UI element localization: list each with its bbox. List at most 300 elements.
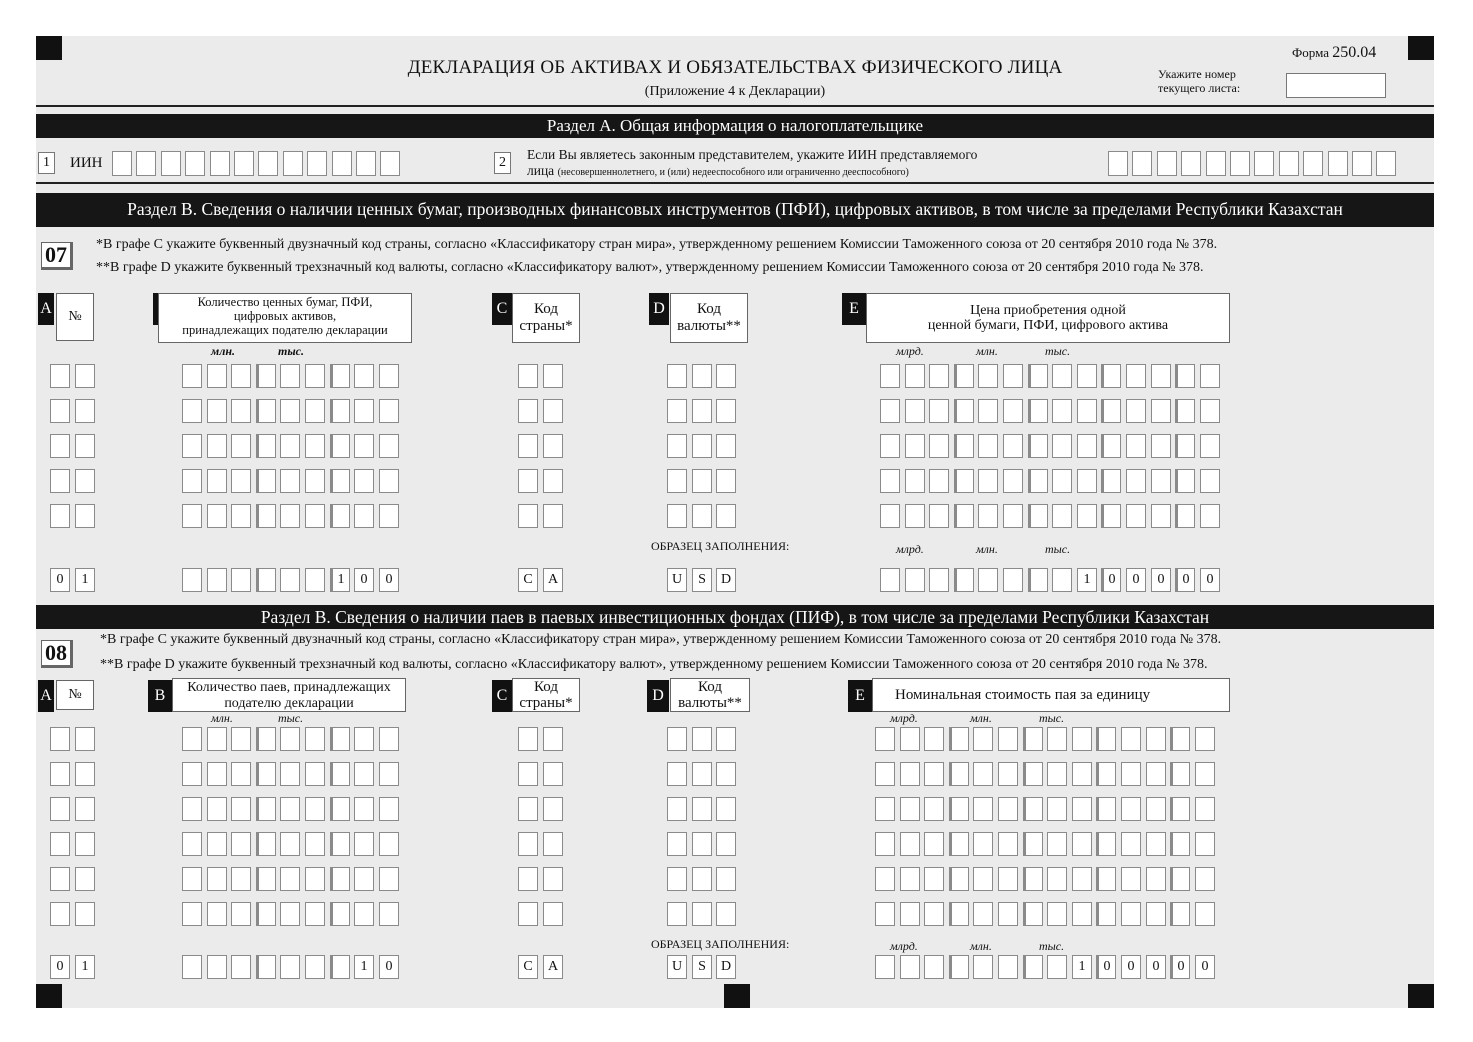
section-08-row-column-e-cell[interactable] [900,832,920,856]
iin-digit-cell[interactable] [356,151,376,176]
section-07-row-column-e-cell[interactable] [880,504,900,528]
iin-digit-cell[interactable] [332,151,352,176]
section-08-row-column-d-cell[interactable] [667,902,687,926]
section-07-sample-column-e-cell[interactable] [880,568,900,592]
iin-digit-cell[interactable] [283,151,303,176]
section-08-sample-column-d-cell[interactable]: D [716,955,736,979]
section-08-row-column-b-cell[interactable] [379,797,399,821]
section-08-row-column-b-cell[interactable] [379,727,399,751]
section-08-row-column-b-cell[interactable] [280,762,300,786]
section-08-row-column-e-cell[interactable] [924,727,944,751]
iin-digit-cell[interactable] [112,151,132,176]
section-07-row-column-c-cell[interactable] [543,469,563,493]
section-07-row-column-e-cell[interactable] [954,504,974,528]
iin-digit-cell[interactable] [161,151,181,176]
section-08-row-column-c-cell[interactable] [543,832,563,856]
section-07-row-column-e-cell[interactable] [954,469,974,493]
section-07-row-column-e-cell[interactable] [905,364,925,388]
section-08-row-column-c-cell[interactable] [518,832,538,856]
section-07-row-column-e-cell[interactable] [905,469,925,493]
section-08-row-column-b-cell[interactable] [330,797,350,821]
section-08-row-column-c-cell[interactable] [543,902,563,926]
section-07-row-column-d-cell[interactable] [716,504,736,528]
section-08-row-column-b-cell[interactable] [256,867,276,891]
section-08-row-column-e-cell[interactable] [1195,797,1215,821]
section-08-row-column-a-cell[interactable] [50,797,70,821]
section-07-row-column-a-cell[interactable] [50,364,70,388]
section-08-row-column-e-cell[interactable] [1096,762,1116,786]
section-08-row-column-e-cell[interactable] [1170,867,1190,891]
section-08-row-column-b-cell[interactable] [207,762,227,786]
section-07-sample-column-e-cell[interactable]: 0 [1175,568,1195,592]
section-08-row-column-e-cell[interactable] [1072,762,1092,786]
section-07-sample-column-e-cell[interactable] [929,568,949,592]
section-08-row-column-e-cell[interactable] [1195,832,1215,856]
section-07-row-column-b-cell[interactable] [256,364,276,388]
section-08-row-column-e-cell[interactable] [949,832,969,856]
section-08-sample-column-d-cell[interactable]: S [692,955,712,979]
section-07-row-column-b-cell[interactable] [305,364,325,388]
section-07-row-column-c-cell[interactable] [518,364,538,388]
iin-digit-cell[interactable] [210,151,230,176]
section-08-row-column-e-cell[interactable] [924,832,944,856]
section-07-row-column-b-cell[interactable] [256,504,276,528]
section-07-row-column-e-cell[interactable] [929,434,949,458]
section-07-row-column-e-cell[interactable] [1003,434,1023,458]
section-07-row-column-b-cell[interactable] [207,469,227,493]
section-08-row-column-d-cell[interactable] [716,902,736,926]
section-08-row-column-b-cell[interactable] [256,762,276,786]
section-07-row-column-d-cell[interactable] [716,364,736,388]
section-07-row-column-e-cell[interactable] [978,364,998,388]
section-07-row-column-b-cell[interactable] [330,504,350,528]
section-08-row-column-b-cell[interactable] [354,727,374,751]
section-07-sample-column-a-cell[interactable]: 0 [50,568,70,592]
section-08-row-column-d-cell[interactable] [692,762,712,786]
section-08-row-column-a-cell[interactable] [75,867,95,891]
section-07-row-column-e-cell[interactable] [1151,434,1171,458]
section-07-row-column-d-cell[interactable] [667,399,687,423]
section-07-row-column-e-cell[interactable] [1003,364,1023,388]
section-08-row-column-e-cell[interactable] [924,762,944,786]
section-08-row-column-e-cell[interactable] [1072,797,1092,821]
section-08-row-column-e-cell[interactable] [973,902,993,926]
section-08-row-column-e-cell[interactable] [1195,762,1215,786]
section-08-row-column-e-cell[interactable] [1170,832,1190,856]
section-07-sample-column-e-cell[interactable]: 0 [1151,568,1171,592]
section-08-row-column-b-cell[interactable] [207,797,227,821]
section-08-row-column-b-cell[interactable] [182,832,202,856]
section-07-row-column-e-cell[interactable] [1028,399,1048,423]
section-07-row-column-e-cell[interactable] [929,504,949,528]
section-08-row-column-e-cell[interactable] [949,762,969,786]
section-08-row-column-e-cell[interactable] [1023,832,1043,856]
section-08-row-column-c-cell[interactable] [543,797,563,821]
section-08-sample-column-e-cell[interactable]: 0 [1096,955,1116,979]
section-07-row-column-d-cell[interactable] [692,434,712,458]
section-08-row-column-b-cell[interactable] [280,832,300,856]
section-07-sample-column-b-cell[interactable]: 0 [354,568,374,592]
section-07-row-column-e-cell[interactable] [1101,364,1121,388]
section-08-row-column-b-cell[interactable] [182,902,202,926]
section-07-row-column-e-cell[interactable] [978,469,998,493]
section-07-sample-column-e-cell[interactable] [1052,568,1072,592]
section-07-row-column-e-cell[interactable] [1028,434,1048,458]
section-07-row-column-b-cell[interactable] [280,504,300,528]
section-07-sample-column-a-cell[interactable]: 1 [75,568,95,592]
section-08-row-column-b-cell[interactable] [256,727,276,751]
section-07-row-column-d-cell[interactable] [667,504,687,528]
section-07-sample-column-e-cell[interactable]: 1 [1077,568,1097,592]
section-08-sample-column-a-cell[interactable]: 0 [50,955,70,979]
section-08-row-column-b-cell[interactable] [256,832,276,856]
iin-digit-cell[interactable] [1352,151,1372,176]
section-07-sample-column-b-cell[interactable]: 1 [330,568,350,592]
section-07-row-column-e-cell[interactable] [978,504,998,528]
section-08-row-column-b-cell[interactable] [231,762,251,786]
section-08-sample-column-b-cell[interactable] [231,955,251,979]
section-07-row-column-e-cell[interactable] [905,434,925,458]
section-08-row-column-e-cell[interactable] [1072,832,1092,856]
section-07-row-column-b-cell[interactable] [280,434,300,458]
section-08-row-column-e-cell[interactable] [973,762,993,786]
section-07-row-column-e-cell[interactable] [880,399,900,423]
section-08-row-column-e-cell[interactable] [1170,902,1190,926]
section-07-row-column-c-cell[interactable] [543,399,563,423]
section-08-row-column-b-cell[interactable] [330,902,350,926]
section-08-row-column-e-cell[interactable] [1047,832,1067,856]
section-07-row-column-b-cell[interactable] [182,364,202,388]
section-07-row-column-e-cell[interactable] [954,364,974,388]
section-07-row-column-b-cell[interactable] [354,469,374,493]
section-08-row-column-b-cell[interactable] [280,727,300,751]
section-08-row-column-b-cell[interactable] [354,832,374,856]
section-07-row-column-e-cell[interactable] [1077,399,1097,423]
section-08-row-column-b-cell[interactable] [305,762,325,786]
section-07-row-column-c-cell[interactable] [518,434,538,458]
section-08-row-column-d-cell[interactable] [716,727,736,751]
section-08-row-column-e-cell[interactable] [1195,727,1215,751]
section-07-row-column-e-cell[interactable] [1126,504,1146,528]
section-07-row-column-b-cell[interactable] [305,399,325,423]
section-08-row-column-e-cell[interactable] [1146,832,1166,856]
section-07-row-column-e-cell[interactable] [1175,434,1195,458]
section-08-row-column-a-cell[interactable] [50,867,70,891]
section-07-row-column-e-cell[interactable] [1052,504,1072,528]
section-08-row-column-e-cell[interactable] [1170,762,1190,786]
section-08-row-column-e-cell[interactable] [1121,902,1141,926]
section-07-row-column-c-cell[interactable] [518,469,538,493]
section-07-sample-column-b-cell[interactable] [231,568,251,592]
iin-digit-cell[interactable] [1303,151,1323,176]
section-08-sample-column-e-cell[interactable]: 0 [1146,955,1166,979]
section-08-row-column-b-cell[interactable] [330,762,350,786]
section-08-row-column-d-cell[interactable] [716,762,736,786]
section-08-row-column-d-cell[interactable] [667,727,687,751]
section-07-row-column-a-cell[interactable] [75,399,95,423]
section-08-row-column-b-cell[interactable] [207,902,227,926]
section-08-row-column-e-cell[interactable] [998,902,1018,926]
iin-digit-cell[interactable] [1132,151,1152,176]
section-07-row-column-e-cell[interactable] [1200,504,1220,528]
section-08-sample-column-c-cell[interactable]: C [518,955,538,979]
section-07-row-column-e-cell[interactable] [1175,399,1195,423]
section-07-row-column-a-cell[interactable] [75,469,95,493]
section-08-sample-column-e-cell[interactable]: 1 [1072,955,1092,979]
section-08-row-column-e-cell[interactable] [973,832,993,856]
section-08-row-column-e-cell[interactable] [875,902,895,926]
section-08-row-column-b-cell[interactable] [330,727,350,751]
section-08-row-column-e-cell[interactable] [1047,797,1067,821]
section-07-row-column-e-cell[interactable] [1101,504,1121,528]
section-08-row-column-e-cell[interactable] [1047,867,1067,891]
section-07-row-column-b-cell[interactable] [330,434,350,458]
section-08-row-column-e-cell[interactable] [1121,762,1141,786]
section-08-row-column-c-cell[interactable] [518,727,538,751]
iin-digit-cell[interactable] [1376,151,1396,176]
section-08-row-column-e-cell[interactable] [1146,727,1166,751]
section-08-row-column-b-cell[interactable] [354,902,374,926]
section-07-row-column-e-cell[interactable] [978,399,998,423]
section-08-row-column-b-cell[interactable] [231,797,251,821]
section-08-row-column-b-cell[interactable] [354,867,374,891]
section-08-row-column-e-cell[interactable] [1072,902,1092,926]
section-07-row-column-e-cell[interactable] [1151,399,1171,423]
section-08-row-column-e-cell[interactable] [949,727,969,751]
section-08-row-column-c-cell[interactable] [518,902,538,926]
section-08-row-column-d-cell[interactable] [667,762,687,786]
section-08-row-column-b-cell[interactable] [207,832,227,856]
section-07-row-column-c-cell[interactable] [543,364,563,388]
section-07-row-column-e-cell[interactable] [1003,504,1023,528]
section-07-row-column-e-cell[interactable] [880,469,900,493]
section-08-row-column-d-cell[interactable] [692,727,712,751]
section-08-sample-column-e-cell[interactable] [1047,955,1067,979]
section-08-row-column-b-cell[interactable] [231,902,251,926]
section-07-row-column-e-cell[interactable] [954,434,974,458]
section-07-row-column-b-cell[interactable] [231,504,251,528]
section-08-row-column-e-cell[interactable] [1146,902,1166,926]
section-08-row-column-b-cell[interactable] [182,762,202,786]
section-08-row-column-b-cell[interactable] [379,832,399,856]
section-08-sample-column-b-cell[interactable] [280,955,300,979]
section-08-row-column-c-cell[interactable] [543,727,563,751]
section-07-row-column-e-cell[interactable] [1101,399,1121,423]
section-08-row-column-b-cell[interactable] [305,797,325,821]
section-08-sample-column-e-cell[interactable]: 0 [1195,955,1215,979]
section-07-row-column-a-cell[interactable] [50,504,70,528]
section-08-sample-column-b-cell[interactable] [207,955,227,979]
section-07-row-column-e-cell[interactable] [1101,434,1121,458]
section-07-row-column-b-cell[interactable] [256,399,276,423]
section-08-row-column-b-cell[interactable] [231,832,251,856]
section-07-row-column-e-cell[interactable] [1077,469,1097,493]
section-07-row-column-b-cell[interactable] [231,434,251,458]
section-08-row-column-e-cell[interactable] [973,797,993,821]
section-07-sample-column-d-cell[interactable]: U [667,568,687,592]
section-07-sample-column-e-cell[interactable] [905,568,925,592]
section-07-row-column-b-cell[interactable] [305,434,325,458]
section-07-row-column-e-cell[interactable] [1126,469,1146,493]
section-07-row-column-c-cell[interactable] [518,504,538,528]
section-08-row-column-b-cell[interactable] [182,727,202,751]
section-07-row-column-e-cell[interactable] [1052,434,1072,458]
section-08-row-column-d-cell[interactable] [667,832,687,856]
section-08-row-column-d-cell[interactable] [667,797,687,821]
section-08-row-column-b-cell[interactable] [305,902,325,926]
section-07-row-column-e-cell[interactable] [905,504,925,528]
section-07-row-column-a-cell[interactable] [75,504,95,528]
section-08-sample-column-e-cell[interactable] [998,955,1018,979]
section-07-row-column-e-cell[interactable] [1003,469,1023,493]
section-08-row-column-e-cell[interactable] [1146,797,1166,821]
section-08-row-column-b-cell[interactable] [354,797,374,821]
section-08-row-column-d-cell[interactable] [716,867,736,891]
section-08-row-column-d-cell[interactable] [692,832,712,856]
section-07-row-column-b-cell[interactable] [182,399,202,423]
section-08-sample-column-e-cell[interactable] [875,955,895,979]
section-08-row-column-b-cell[interactable] [182,867,202,891]
section-07-row-column-e-cell[interactable] [1200,399,1220,423]
section-07-row-column-e-cell[interactable] [905,399,925,423]
section-07-row-column-b-cell[interactable] [182,434,202,458]
section-08-row-column-e-cell[interactable] [1121,832,1141,856]
section-08-row-column-e-cell[interactable] [1023,797,1043,821]
section-08-sample-column-b-cell[interactable] [182,955,202,979]
section-08-row-column-a-cell[interactable] [75,727,95,751]
section-08-row-column-b-cell[interactable] [231,867,251,891]
iin-digit-cell[interactable] [1181,151,1201,176]
section-07-sample-column-e-cell[interactable]: 0 [1200,568,1220,592]
section-07-row-column-c-cell[interactable] [543,434,563,458]
section-08-sample-column-e-cell[interactable] [1023,955,1043,979]
section-07-sample-column-d-cell[interactable]: D [716,568,736,592]
section-07-row-column-e-cell[interactable] [1175,504,1195,528]
section-07-row-column-b-cell[interactable] [305,504,325,528]
section-08-row-column-a-cell[interactable] [50,832,70,856]
section-07-row-column-e-cell[interactable] [1151,469,1171,493]
section-07-row-column-b-cell[interactable] [354,399,374,423]
section-07-row-column-e-cell[interactable] [1151,504,1171,528]
section-07-row-column-e-cell[interactable] [1028,364,1048,388]
section-08-row-column-a-cell[interactable] [50,902,70,926]
section-08-row-column-a-cell[interactable] [75,762,95,786]
section-08-row-column-b-cell[interactable] [379,762,399,786]
section-08-row-column-b-cell[interactable] [330,867,350,891]
section-08-row-column-e-cell[interactable] [1072,727,1092,751]
section-08-row-column-b-cell[interactable] [280,902,300,926]
section-07-row-column-e-cell[interactable] [1126,434,1146,458]
section-08-sample-column-e-cell[interactable] [924,955,944,979]
section-07-row-column-e-cell[interactable] [978,434,998,458]
section-08-row-column-c-cell[interactable] [518,867,538,891]
section-08-row-column-b-cell[interactable] [231,727,251,751]
section-08-sample-column-a-cell[interactable]: 1 [75,955,95,979]
section-07-row-column-e-cell[interactable] [1052,364,1072,388]
section-08-row-column-b-cell[interactable] [182,797,202,821]
section-08-row-column-e-cell[interactable] [1096,797,1116,821]
section-08-row-column-e-cell[interactable] [1121,727,1141,751]
section-08-row-column-b-cell[interactable] [354,762,374,786]
sheet-number-input[interactable] [1286,73,1386,98]
section-07-row-column-e-cell[interactable] [1175,469,1195,493]
section-08-row-column-e-cell[interactable] [949,797,969,821]
section-08-sample-column-e-cell[interactable] [900,955,920,979]
section-07-sample-column-e-cell[interactable] [978,568,998,592]
section-08-row-column-e-cell[interactable] [875,832,895,856]
section-07-row-column-b-cell[interactable] [354,434,374,458]
section-08-row-column-e-cell[interactable] [924,867,944,891]
section-08-sample-column-b-cell[interactable] [305,955,325,979]
section-07-row-column-d-cell[interactable] [667,434,687,458]
section-07-row-column-a-cell[interactable] [50,434,70,458]
section-08-row-column-c-cell[interactable] [543,762,563,786]
section-07-row-column-b-cell[interactable] [330,364,350,388]
section-07-row-column-e-cell[interactable] [954,399,974,423]
section-07-row-column-b-cell[interactable] [231,399,251,423]
section-08-row-column-e-cell[interactable] [1096,832,1116,856]
section-08-row-column-a-cell[interactable] [75,797,95,821]
section-07-sample-column-c-cell[interactable]: A [543,568,563,592]
section-08-row-column-e-cell[interactable] [1047,902,1067,926]
section-08-row-column-e-cell[interactable] [949,867,969,891]
section-07-row-column-e-cell[interactable] [1052,469,1072,493]
section-08-row-column-d-cell[interactable] [692,902,712,926]
section-08-row-column-e-cell[interactable] [1023,727,1043,751]
section-08-row-column-e-cell[interactable] [875,762,895,786]
section-07-sample-column-e-cell[interactable] [1028,568,1048,592]
section-08-row-column-e-cell[interactable] [1170,797,1190,821]
section-07-row-column-e-cell[interactable] [1126,364,1146,388]
section-07-row-column-d-cell[interactable] [716,434,736,458]
section-08-row-column-b-cell[interactable] [256,902,276,926]
section-08-row-column-e-cell[interactable] [900,902,920,926]
section-07-sample-column-b-cell[interactable] [256,568,276,592]
section-08-row-column-b-cell[interactable] [280,797,300,821]
section-08-sample-column-b-cell[interactable] [256,955,276,979]
section-07-row-column-b-cell[interactable] [354,504,374,528]
section-07-row-column-e-cell[interactable] [1200,434,1220,458]
section-07-row-column-d-cell[interactable] [667,469,687,493]
section-08-row-column-a-cell[interactable] [50,727,70,751]
section-08-row-column-b-cell[interactable] [207,727,227,751]
section-08-row-column-e-cell[interactable] [998,867,1018,891]
section-07-row-column-e-cell[interactable] [1077,364,1097,388]
section-08-row-column-e-cell[interactable] [875,797,895,821]
section-08-row-column-d-cell[interactable] [667,867,687,891]
section-08-row-column-e-cell[interactable] [1023,867,1043,891]
section-07-sample-column-e-cell[interactable]: 0 [1101,568,1121,592]
section-08-row-column-c-cell[interactable] [518,762,538,786]
section-07-row-column-d-cell[interactable] [716,399,736,423]
section-07-row-column-b-cell[interactable] [354,364,374,388]
section-07-sample-column-b-cell[interactable]: 0 [379,568,399,592]
section-07-sample-column-e-cell[interactable]: 0 [1126,568,1146,592]
section-07-row-column-e-cell[interactable] [929,469,949,493]
section-08-row-column-b-cell[interactable] [207,867,227,891]
section-07-sample-column-b-cell[interactable] [280,568,300,592]
section-08-row-column-b-cell[interactable] [305,867,325,891]
section-07-row-column-b-cell[interactable] [207,434,227,458]
section-08-row-column-a-cell[interactable] [75,902,95,926]
section-08-sample-column-d-cell[interactable]: U [667,955,687,979]
iin-digit-cell[interactable] [1108,151,1128,176]
section-07-row-column-e-cell[interactable] [929,364,949,388]
section-07-row-column-b-cell[interactable] [379,399,399,423]
section-07-sample-column-e-cell[interactable] [1003,568,1023,592]
section-08-row-column-c-cell[interactable] [518,797,538,821]
section-08-row-column-e-cell[interactable] [1023,762,1043,786]
